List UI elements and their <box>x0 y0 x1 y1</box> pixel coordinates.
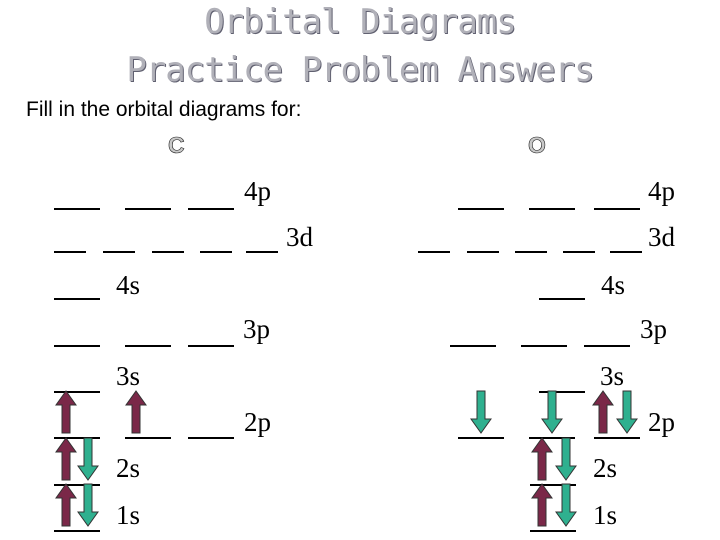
orbital-blank <box>54 484 100 486</box>
spin-down-arrow-icon <box>471 391 491 433</box>
spin-up-arrow-icon <box>56 438 76 480</box>
orbital-blank <box>103 251 135 253</box>
orbital-blank <box>188 208 234 210</box>
o-label-3d: 3d <box>648 222 675 252</box>
orbital-blank <box>529 208 575 210</box>
orbital-blank <box>450 345 496 347</box>
title-line-2: Practice Problem Answers <box>126 50 594 90</box>
orbital-blank <box>594 437 640 439</box>
orbital-blank <box>610 251 642 253</box>
o-label-4p: 4p <box>648 176 675 206</box>
orbital-blank <box>458 437 504 439</box>
orbital-blank <box>418 251 450 253</box>
o-label-4s: 4s <box>601 270 626 300</box>
o-label-1s: 1s <box>593 500 618 530</box>
orbital-blank <box>54 391 100 393</box>
o-label-3s: 3s <box>600 361 625 391</box>
orbital-blank <box>563 251 595 253</box>
c-label-3p: 3p <box>243 314 270 344</box>
spin-down-arrow-icon <box>617 391 637 433</box>
spin-up-arrow-icon <box>532 438 552 480</box>
c-label-4p: 4p <box>244 176 271 206</box>
spin-down-arrow-icon <box>556 438 576 480</box>
carbon-symbol: C <box>168 132 185 158</box>
orbital-blank <box>54 251 86 253</box>
orbital-blank <box>54 345 100 347</box>
orbital-blank <box>200 251 232 253</box>
orbital-blank <box>467 251 499 253</box>
spin-down-arrow-icon <box>556 484 576 526</box>
oxygen-symbol: O <box>528 132 546 158</box>
orbital-blank <box>188 437 234 439</box>
orbital-blank <box>152 251 184 253</box>
orbital-blank <box>188 345 234 347</box>
orbital-blank <box>515 251 547 253</box>
spin-up-arrow-icon <box>126 391 146 433</box>
c-label-3s: 3s <box>116 361 141 391</box>
c-label-3d: 3d <box>286 222 313 252</box>
orbital-blank <box>54 298 100 300</box>
c-label-2s: 2s <box>116 453 141 483</box>
spin-down-arrow-icon <box>542 391 562 433</box>
orbital-blank <box>530 530 576 532</box>
orbital-blank <box>125 437 171 439</box>
orbital-blank <box>521 345 567 347</box>
c-label-2p: 2p <box>244 407 271 437</box>
spin-down-arrow-icon <box>78 438 98 480</box>
orbital-blank <box>539 391 585 393</box>
spin-up-arrow-icon <box>56 391 76 433</box>
c-label-4s: 4s <box>116 270 141 300</box>
spin-up-arrow-icon <box>56 484 76 526</box>
spin-up-arrow-icon <box>532 484 552 526</box>
orbital-blank <box>594 208 640 210</box>
orbital-blank <box>584 345 630 347</box>
orbital-blank <box>530 484 576 486</box>
o-label-2p: 2p <box>648 407 675 437</box>
spin-down-arrow-icon <box>78 484 98 526</box>
instruction-text: Fill in the orbital diagrams for: <box>26 98 302 121</box>
o-label-3p: 3p <box>640 314 667 344</box>
orbital-blank <box>125 208 171 210</box>
orbital-blank <box>529 437 575 439</box>
o-label-2s: 2s <box>593 453 618 483</box>
orbital-blank <box>246 251 278 253</box>
spin-up-arrow-icon <box>593 391 613 433</box>
title-line-1: Orbital Diagrams <box>204 2 516 42</box>
orbital-blank <box>54 208 100 210</box>
orbital-blank <box>54 530 100 532</box>
orbital-blank <box>125 345 171 347</box>
orbital-blank <box>458 208 504 210</box>
orbital-blank <box>54 437 100 439</box>
c-label-1s: 1s <box>116 500 141 530</box>
orbital-blank <box>539 298 585 300</box>
